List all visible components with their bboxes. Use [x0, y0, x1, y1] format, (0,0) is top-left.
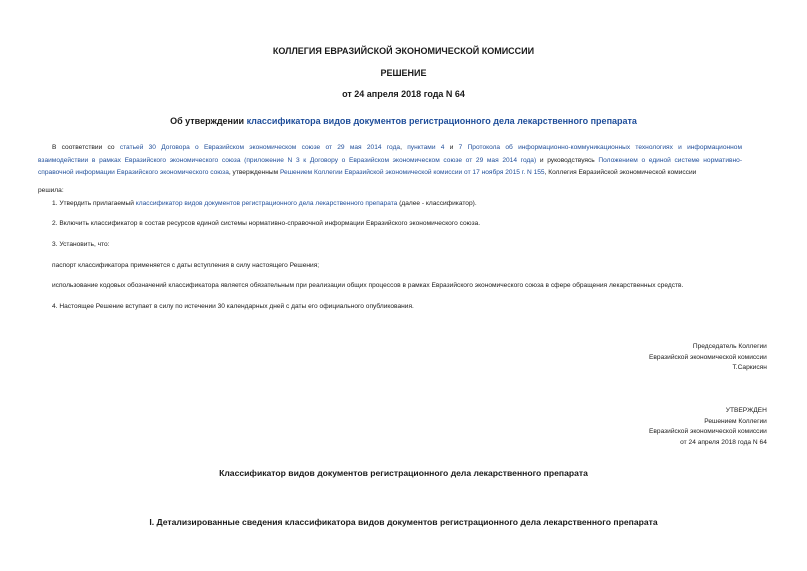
item-1: [52, 199, 477, 209]
preamble-line-2: [38, 156, 742, 166]
decided-label: решила:: [38, 187, 64, 194]
preamble-text: и: [444, 144, 459, 151]
board-decision-link[interactable]: Решением Коллегии Евразийской экономической комиссии от 17 ноября 2015 г. N 155: [279, 169, 545, 176]
signature-name: Т.Саркисян: [732, 364, 767, 371]
doc-title-link[interactable]: классификатора видов документов регистрационного дела лекарственного препарата: [246, 116, 637, 126]
approval-approved: УТВЕРЖДЕН: [725, 407, 767, 414]
item-1-text-end: (далее - классификатор).: [397, 200, 477, 207]
item-3: 3. Установить, что:: [52, 241, 110, 248]
item-1-text: 1. Утвердить прилагаемый: [52, 200, 136, 207]
protocol-link-cont[interactable]: взаимодействии в рамках Евразийского экономического союза (приложение N 3 к Договору о Евразийском экономическом союзе от 29 мая 2014 года): [38, 157, 537, 164]
doc-date: от 24 апреля 2018 года N 64: [342, 89, 465, 99]
preamble-text: ,: [400, 144, 408, 151]
item-4: 4. Настоящее Решение вступает в силу по истечении 30 календарных дней с даты его официального опубликования.: [52, 303, 414, 310]
protocol-link[interactable]: 7 Протокола об информационно-коммуникационных технологиях и информационном: [458, 144, 742, 151]
preamble-text: , Коллегия Евразийской экономической комиссии: [544, 169, 697, 176]
signature-title: Председатель Коллегии: [692, 343, 767, 350]
signature-block: [649, 342, 767, 374]
item-3-point-2: использование кодовых обозначений классификатора является обязательным при реализации общих процессов в рамках Евразийского экономического союза в сфере обращения лекарственных средств.: [52, 282, 684, 289]
signature-org: Евразийской экономической комиссии: [649, 353, 767, 361]
regulation-link-cont[interactable]: справочной информации Евразийского экономического союза: [38, 169, 229, 176]
org-heading: КОЛЛЕГИЯ ЕВРАЗИЙСКОЙ ЭКОНОМИЧЕСКОЙ КОМИССИИ: [272, 46, 535, 56]
section-title: I. Детализированные сведения классификатора видов документов регистрационного дела лекарственного препарата: [149, 517, 658, 527]
item-2: 2. Включить классификатор в состав ресурсов единой системы нормативно-справочной информации Евразийского экономического союза.: [52, 220, 481, 227]
approval-block: [649, 406, 767, 448]
approval-date: от 24 апреля 2018 года N 64: [680, 438, 767, 446]
doc-type-heading: РЕШЕНИЕ: [380, 68, 427, 78]
protocol-points-link[interactable]: пунктами 4: [407, 144, 445, 151]
item-3-point-1: паспорт классификатора применяется с даты вступления в силу настоящего Решения;: [52, 262, 320, 269]
regulation-link[interactable]: Положением о единой системе нормативно-: [598, 157, 743, 164]
doc-title: [0, 116, 807, 126]
preamble-line-1: [52, 143, 742, 153]
doc-title-prefix: Об утверждении: [170, 116, 247, 126]
approval-org: Евразийской экономической комиссии: [649, 428, 767, 435]
approval-by: Решением Коллегии: [704, 417, 767, 425]
preamble-text: и руководствуясь: [536, 157, 599, 164]
preamble-line-3: [38, 168, 696, 178]
classifier-title: Классификатор видов документов регистрационного дела лекарственного препарата: [219, 468, 588, 478]
treaty-article-link[interactable]: статьей 30 Договора о Евразийском экономическом союзе от 29 мая 2014 года: [119, 144, 401, 151]
preamble-text: В соответствии со: [52, 144, 120, 151]
classifier-link[interactable]: классификатор видов документов регистрационного дела лекарственного препарата: [135, 200, 398, 207]
preamble-text: , утвержденным: [228, 169, 280, 176]
